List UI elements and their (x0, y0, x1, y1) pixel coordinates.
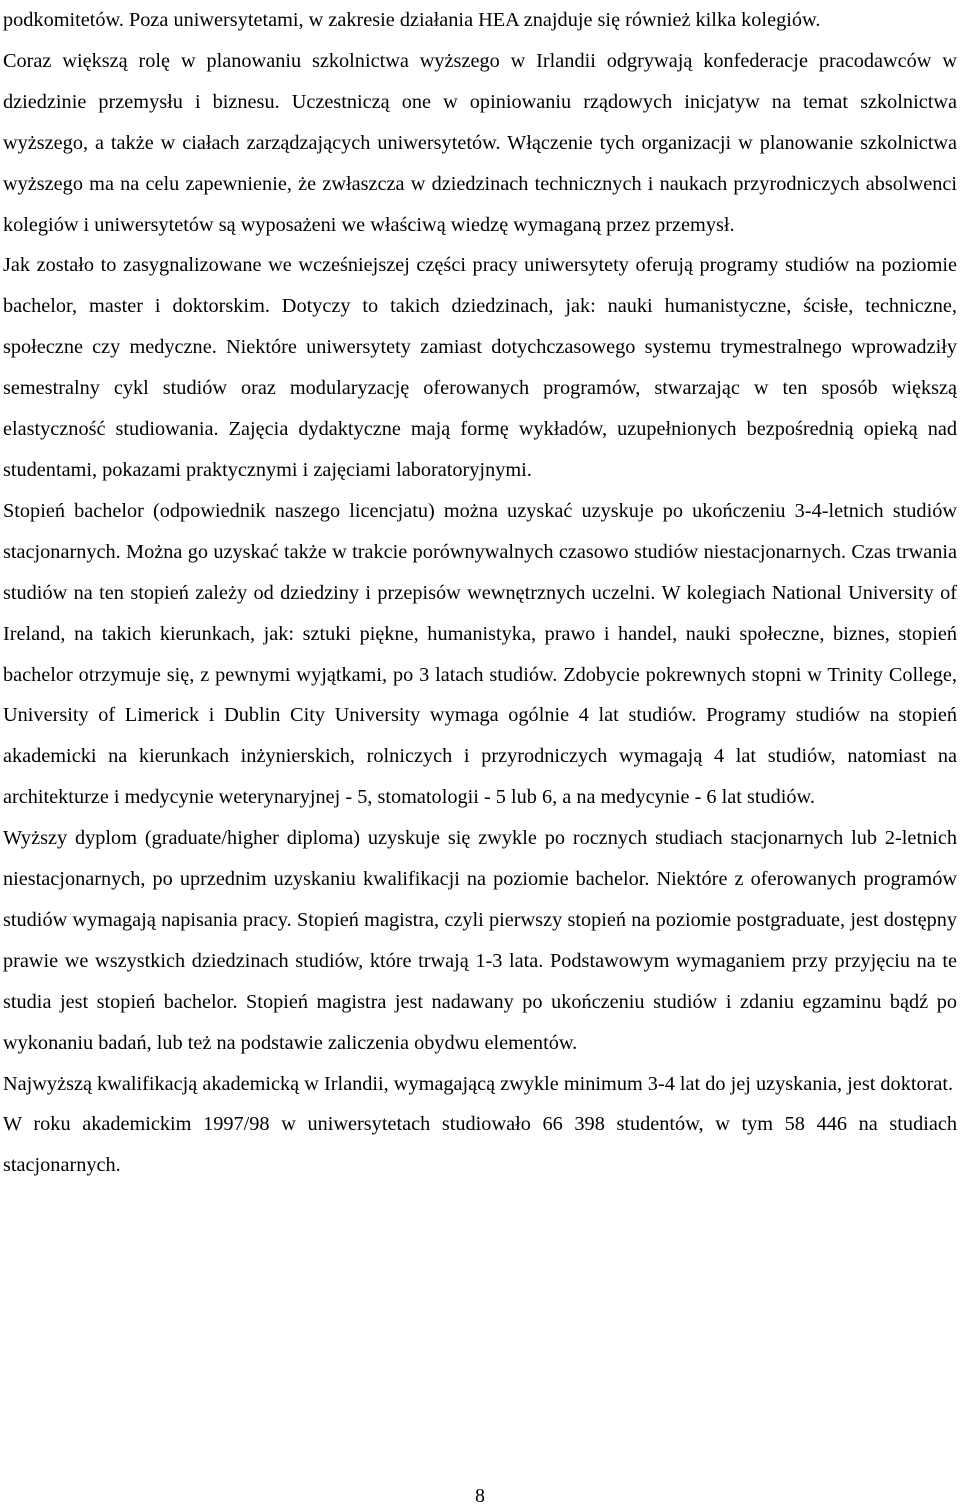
paragraph-student-statistics: W roku akademickim 1997/98 w uniwersytetach studiowało 66 398 studentów, w tym 58 446 na studiach stacjonarnych. (3, 1113, 957, 1177)
paragraph-doctorate: Najwyższą kwalifikacją akademicką w Irlandii, wymagającą zwykle minimum 3-4 lat do jej uzyskania, jest doktorat. (3, 1072, 954, 1095)
page-number: 8 (475, 1485, 485, 1507)
paragraph-bachelor-degree: Stopień bachelor (odpowiednik naszego licencjatu) można uzyskać uzyskuje po ukończeniu 3-4-letnich studiów stacjonarnych. Można go uzyskać także w trakcie porównywalnych czasowo studiów niestacjonarnych. Czas trwania studiów na ten stopień zależy od dziedziny i przepisów wewnętrznych uczelni. W kolegiach National University of Ireland, na takich kierunkach, jak: sztuki piękne, humanistyka, prawo i handel, nauki społeczne, biznes, stopień bachelor otrzymuje się, z pewnymi wyjątkami, po 3 latach studiów. Zdobycie pokrewnych stopni w Trinity College, University of Limerick i Dublin City University wymaga ogólnie 4 lat studiów. Programy studiów na stopień akademicki na kierunkach inżynierskich, rolniczych i przyrodniczych wymagają 4 lat studiów, natomiast na architekturze i medycynie weterynaryjnej - 5, stomatologii - 5 lub 6, a na medycynie - 6 lat studiów. (3, 499, 957, 809)
paragraph-study-programmes: Jak zostało to zasygnalizowane we wcześniejszej części pracy uniwersytety oferują programy studiów na poziomie bachelor, master i doktorskim. Dotyczy to takich dziedzinach, jak: nauki humanistyczne, ścisłe, techniczne, społeczne czy medyczne. Niektóre uniwersytety zamiast dotychczasowego systemu trymestralnego wprowadziły semestralny cykl studiów oraz modularyzację oferowanych programów, stwarzając w ten sposób większą elastyczność studiowania. Zajęcia dydaktyczne mają formę wykładów, uzupełnionych bezpośrednią opieką nad studentami, pokazami praktycznymi i zajęciami laboratoryjnymi. (3, 254, 957, 481)
paragraph-hea-colleges: podkomitetów. Poza uniwersytetami, w zakresie działania HEA znajduje się również kilka kolegiów. (3, 9, 821, 31)
document-body (3, 0, 957, 1186)
paragraph-employer-confederations: Coraz większą rolę w planowaniu szkolnictwa wyższego w Irlandii odgrywają konfederacje pracodawców w dziedzinie przemysłu i biznesu. Uczestniczą one w opiniowaniu rządowych inicjatyw na temat szkolnictwa wyższego, a także w ciałach zarządzających uniwersytetów. Włączenie tych organizacji w planowanie szkolnictwa wyższego ma na celu zapewnienie, że zwłaszcza w dziedzinach technicznych i naukach przyrodniczych absolwenci kolegiów i uniwersytetów są wyposażeni we właściwą wiedzę wymaganą przez przemysł. (3, 49, 957, 236)
paragraph-higher-diploma-master: Wyższy dyplom (graduate/higher diploma) uzyskuje się zwykle po rocznych studiach stacjonarnych lub 2-letnich niestacjonarnych, po uprzednim uzyskaniu kwalifikacji na poziomie bachelor. Niektóre z oferowanych programów studiów wymagają napisania pracy. Stopień magistra, czyli pierwszy stopień na poziomie postgraduate, jest dostępny prawie we wszystkich dziedzinach studiów, które trwają 1-3 lata. Podstawowym wymaganiem przy przyjęciu na te studia jest stopień bachelor. Stopień magistra jest nadawany po ukończeniu studiów i zdaniu egzaminu bądź po wykonaniu badań, lub też na podstawie zaliczenia obydwu elementów. (3, 827, 957, 1054)
